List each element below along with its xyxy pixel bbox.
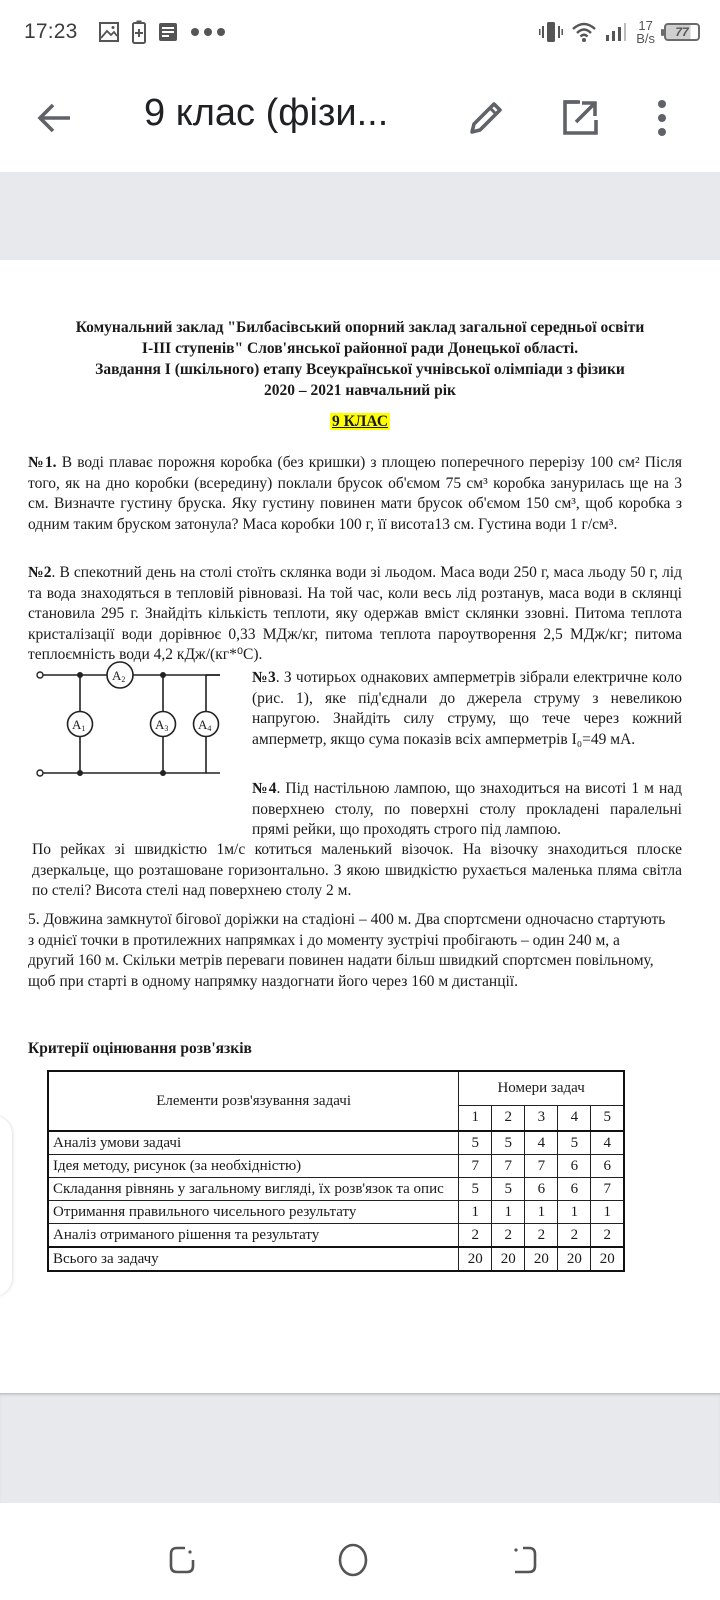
status-time: 17:23 bbox=[24, 20, 78, 43]
notes-icon bbox=[158, 22, 178, 42]
cell: 2 bbox=[591, 1224, 624, 1248]
more-vert-icon[interactable] bbox=[650, 98, 674, 138]
svg-text:A4: A4 bbox=[198, 717, 212, 733]
problem-number: №4 bbox=[252, 780, 277, 797]
cell: 2 bbox=[525, 1224, 558, 1248]
cell: 7 bbox=[525, 1155, 558, 1178]
problem-5 bbox=[28, 910, 668, 992]
header-line: Завдання І (шкільного) етапу Всеукраїнської учнівської олімпіади з фізики bbox=[95, 361, 625, 378]
cell: 5 bbox=[459, 1131, 492, 1155]
header-line: 2020 – 2021 навчальний рік bbox=[264, 382, 456, 399]
cell: 2 bbox=[492, 1224, 525, 1248]
problem-col-1: 1 bbox=[459, 1105, 492, 1131]
table-row bbox=[48, 1178, 624, 1201]
row-label: Складання рівнянь у загальному вигляді, їх розв'язок та опис bbox=[48, 1178, 459, 1201]
grade-text: 9 КЛАС bbox=[331, 413, 389, 430]
problem-number: №1. bbox=[28, 454, 57, 471]
table-row bbox=[48, 1131, 624, 1155]
cell: 1 bbox=[492, 1201, 525, 1224]
cell: 2 bbox=[558, 1224, 591, 1248]
row-label: Аналіз отриманого рішення та результату bbox=[48, 1224, 459, 1248]
cell: 2 bbox=[459, 1224, 492, 1248]
problem-text: Довжина замкнутої бігової доріжки на стадіоні – 400 м. Два спортсмени одночасно стартують з однієї точки в протилежних напрямках і до моменту зустрічі пробігають – один 240 м, а другий 160 м. Скільки метрів переваги повинен надати більш швидкий спортсмен повільному, щоб при старті в одному напрямку наздогнати його через 160 м дистанції. bbox=[28, 911, 666, 990]
cell: 20 bbox=[525, 1247, 558, 1271]
cell: 1 bbox=[525, 1201, 558, 1224]
cell: 20 bbox=[459, 1247, 492, 1271]
cell: 5 bbox=[558, 1131, 591, 1155]
problem-text: По рейках зі швидкістю 1м/с котиться маленький візочок. На візочку знаходиться плоске дзеркальце, що розташоване горизонтально. З якою швидкістю рухається маленька пляма світла по стелі? Висота стелі над поверхнею столу 2 м. bbox=[32, 841, 682, 899]
grade-label bbox=[0, 413, 720, 431]
table-row bbox=[48, 1224, 624, 1248]
cell: 6 bbox=[558, 1155, 591, 1178]
open-external-icon[interactable] bbox=[560, 98, 600, 138]
status-bar bbox=[0, 0, 720, 64]
header-line: Комунальний заклад "Билбасівський опорний заклад загальної середньої освіти bbox=[75, 319, 645, 336]
problem-col-3: 3 bbox=[525, 1105, 558, 1131]
app-bar bbox=[0, 64, 720, 172]
problem-col-5: 5 bbox=[591, 1105, 624, 1131]
problem-col-2: 2 bbox=[492, 1105, 525, 1131]
cell: 6 bbox=[591, 1155, 624, 1178]
cell: 7 bbox=[492, 1155, 525, 1178]
cell: 1 bbox=[459, 1201, 492, 1224]
col-header-numbers: Номери задач bbox=[459, 1071, 624, 1105]
notification-icons bbox=[98, 20, 226, 44]
arrow-back-icon[interactable] bbox=[34, 98, 74, 138]
cell: 4 bbox=[591, 1131, 624, 1155]
problem-4-top bbox=[252, 779, 682, 841]
problem-1 bbox=[28, 453, 682, 535]
circuit-diagram bbox=[30, 655, 230, 790]
signal-icon bbox=[605, 22, 627, 42]
criteria-title: Критерії оцінювання розв'язків bbox=[28, 1040, 252, 1057]
col-header-elements: Елементи розв'язування задачі bbox=[48, 1071, 459, 1131]
document-page[interactable] bbox=[0, 260, 720, 1393]
edit-icon[interactable] bbox=[466, 98, 506, 138]
cell: 5 bbox=[492, 1131, 525, 1155]
cell: 5 bbox=[459, 1178, 492, 1201]
problem-4-bottom bbox=[32, 840, 682, 902]
problem-2 bbox=[28, 563, 682, 666]
row-label: Всього за задачу bbox=[48, 1247, 459, 1271]
cell: 20 bbox=[492, 1247, 525, 1271]
document-title: 9 клас (фізи... bbox=[144, 92, 389, 134]
recents-icon[interactable] bbox=[163, 1540, 203, 1580]
document-header bbox=[20, 317, 700, 401]
problem-number: №3 bbox=[252, 669, 276, 686]
svg-text:A3: A3 bbox=[155, 717, 169, 733]
cell: 20 bbox=[558, 1247, 591, 1271]
wifi-icon bbox=[572, 22, 596, 42]
gallery-icon bbox=[98, 21, 120, 43]
table-row-total bbox=[48, 1247, 624, 1271]
problem-number: 5. bbox=[28, 911, 40, 928]
battery-saver-icon bbox=[132, 20, 146, 44]
cell: 1 bbox=[558, 1201, 591, 1224]
cell: 1 bbox=[591, 1201, 624, 1224]
cell: 6 bbox=[558, 1178, 591, 1201]
cell: 20 bbox=[591, 1247, 624, 1271]
cell: 5 bbox=[492, 1178, 525, 1201]
header-line: I-III ступенів" Слов'янської районної ради Донецької області. bbox=[141, 340, 579, 357]
battery-level: 77 bbox=[675, 25, 689, 39]
home-icon[interactable] bbox=[333, 1540, 373, 1580]
problem-text: . З чотирьох однакових амперметрів зібрали електричне коло (рис. 1), яке під'єднали до джерела струму з невеликою напругою. Знайдіть силу струму, що тече через кожний амперметр, якщо сума показів всіх амперметрів I₀=49 мА. bbox=[252, 669, 682, 748]
problem-3 bbox=[252, 668, 682, 750]
row-label: Ідея методу, рисунок (за необхідністю) bbox=[48, 1155, 459, 1178]
problem-text: . В спекотний день на столі стоїть склянка води зі льодом. Маса води 250 г, маса льоду 50 г, лід та вода знаходяться в тепловій рівновазі. На той час, коли весь лід розтанув, маса води в склянці становила 295 г. Знайдіть кількість теплоти, яку одержав вміст склянки ззовні. Питома теплота кристалізації води дорівнює 0,33 МДж/кг, питома теплота пароутворення 2,5 МДж/кг; питома теплоємність води 4,2 кДж/(кг*⁰С). bbox=[28, 564, 683, 663]
cell: 6 bbox=[525, 1178, 558, 1201]
problem-text: В воді плаває порожня коробка (без кришки) з площею поперечного перерізу 100 см² Після того, як на дно коробки (всередину) поклали брусок об'ємом 75 см³ коробка занурилась ще на 3 см. Визначте густину бруска. Яку густину повинен мати брусок об'ємом 150 см³, щоб коробка з одним таким бруском затонула? Маса коробки 100 г, її висота13 см. Густина води 1 г/см³. bbox=[28, 454, 683, 533]
viewer-background-top bbox=[0, 172, 720, 260]
back-nav-icon[interactable] bbox=[505, 1540, 545, 1580]
table-row bbox=[48, 1155, 624, 1178]
svg-text:A1: A1 bbox=[72, 717, 86, 733]
cell: 7 bbox=[591, 1178, 624, 1201]
problem-text: . Під настільною лампою, що знаходиться на висоті 1 м над поверхнею столу, по поверхні столу прокладені паралельні прямі рейки, що проходять строго під лампою. bbox=[252, 780, 683, 838]
vibrate-icon bbox=[539, 21, 563, 43]
network-speed: 17 B/s bbox=[636, 18, 655, 46]
row-label: Аналіз умови задачі bbox=[48, 1131, 459, 1155]
navigation-bar bbox=[0, 1503, 720, 1600]
edge-panel-handle[interactable] bbox=[0, 1116, 12, 1296]
viewer-background-bottom bbox=[0, 1393, 720, 1503]
problem-number: №2 bbox=[28, 564, 52, 581]
problem-col-4: 4 bbox=[558, 1105, 591, 1131]
svg-text:A2: A2 bbox=[112, 668, 126, 684]
criteria-table bbox=[47, 1070, 625, 1272]
table-row bbox=[48, 1201, 624, 1224]
battery-indicator bbox=[664, 23, 700, 41]
cell: 4 bbox=[525, 1131, 558, 1155]
row-label: Отримання правильного чисельного результату bbox=[48, 1201, 459, 1224]
system-indicators bbox=[539, 19, 700, 45]
cell: 7 bbox=[459, 1155, 492, 1178]
more-notifications-icon bbox=[190, 27, 226, 37]
